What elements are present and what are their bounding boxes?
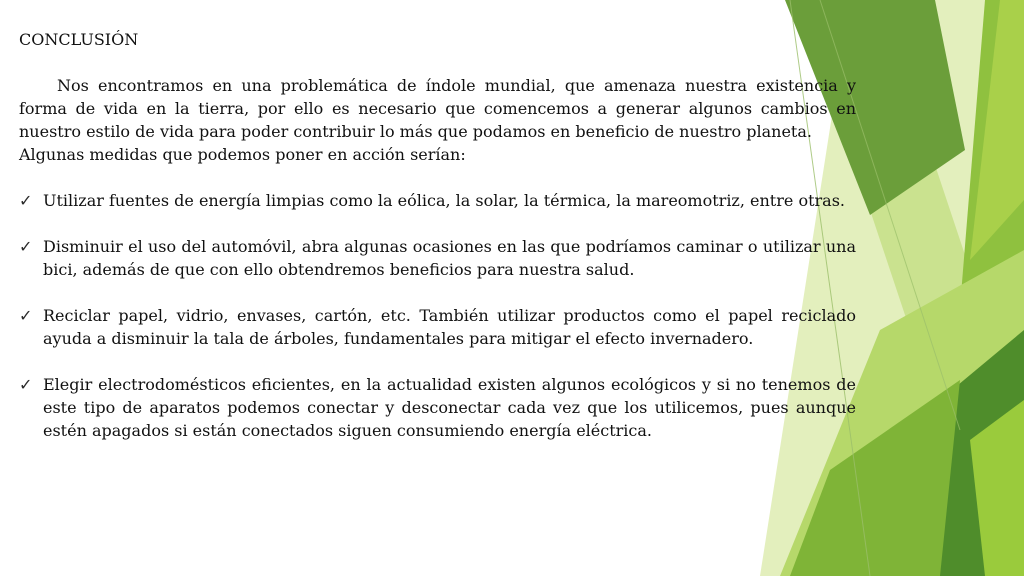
list-item-text: Reciclar papel, vidrio, envases, cartón, etc. También utilizar productos como el papel reciclado ayuda a disminuir la tala de árboles, fundamentales para mitigar el efecto invernadero.	[43, 306, 856, 348]
list-item-text: Elegir electrodomésticos eficientes, en la actualidad existen algunos ecológicos y si no tenemos de este tipo de aparatos podemos conectar y desconectar cada vez que los utilicemos, pues aunque estén apagados si están conectados siguen consumiendo energía eléctrica.	[43, 375, 856, 440]
checkmark-icon: ✓	[19, 375, 33, 394]
slide-content	[19, 28, 856, 442]
checkmark-icon: ✓	[19, 306, 33, 325]
measures-list	[19, 189, 856, 442]
list-item	[19, 373, 856, 442]
list-item-text: Utilizar fuentes de energía limpias como la eólica, la solar, la térmica, la mareomotriz, entre otras.	[43, 191, 845, 210]
spacer	[19, 51, 856, 74]
intro-paragraph: Nos encontramos en una problemática de índole mundial, que amenaza nuestra existencia y forma de vida en la tierra, por ello es necesario que comencemos a generar algunos cambios en nuestro estilo de vida para poder contribuir lo más que podamos en beneficio de nuestro planeta.	[19, 76, 856, 141]
list-item	[19, 304, 856, 350]
list-item	[19, 189, 856, 212]
checkmark-icon: ✓	[19, 191, 33, 210]
list-item-text: Disminuir el uso del automóvil, abra algunas ocasiones en las que podríamos caminar o utilizar una bici, además de que con ello obtendremos beneficios para nuestra salud.	[43, 237, 856, 279]
spacer	[19, 166, 856, 189]
slide-heading: CONCLUSIÓN	[19, 30, 139, 49]
checkmark-icon: ✓	[19, 237, 33, 256]
measures-intro: Algunas medidas que podemos poner en acción serían:	[19, 145, 466, 164]
list-item	[19, 235, 856, 281]
